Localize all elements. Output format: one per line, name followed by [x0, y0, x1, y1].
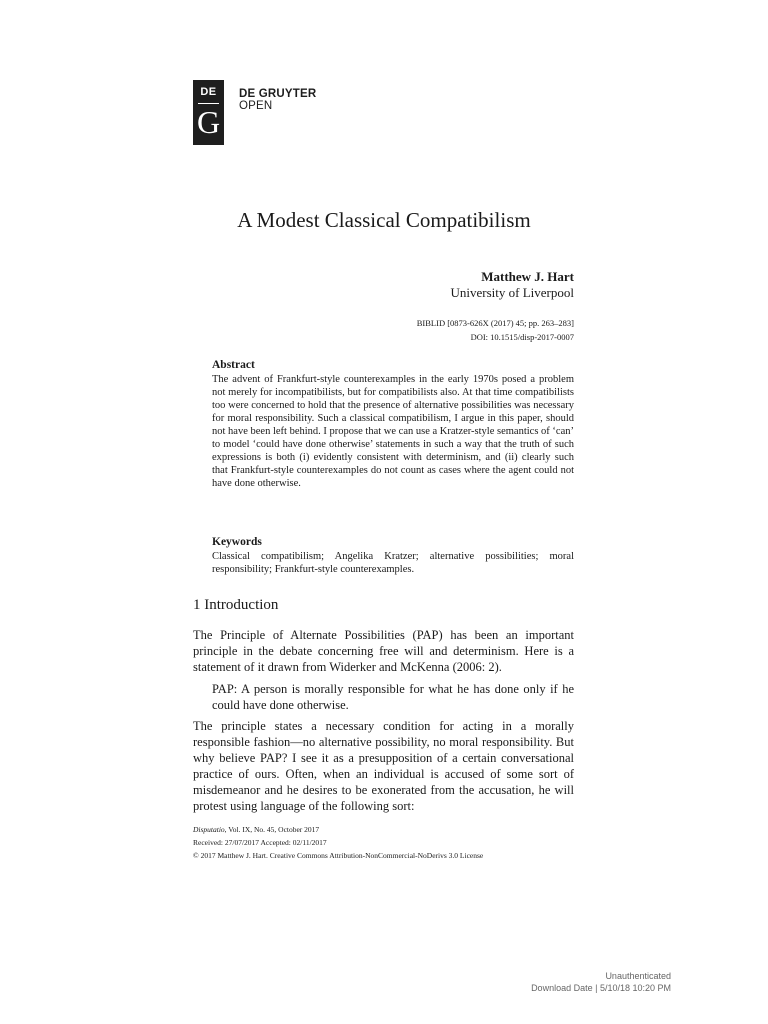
- keywords-text: Classical compatibilism; Angelika Kratzer; alternative possibilities; moral responsibility; Frankfurt-style counterexamples.: [212, 551, 574, 575]
- logo-g-text: G: [196, 104, 221, 140]
- logo-de-text: DE: [200, 86, 217, 98]
- auth-status: Unauthenticated: [605, 971, 671, 981]
- pap-quote: PAP: A person is morally responsible for what he has done only if he could have done otherwise.: [212, 682, 574, 712]
- journal-info: [193, 825, 319, 834]
- doi: DOI: 10.1515/disp-2017-0007: [470, 332, 574, 342]
- paper-title: A Modest Classical Compatibilism: [237, 208, 531, 232]
- received-dates: Received: 27/07/2017 Accepted: 02/11/2017: [193, 838, 327, 847]
- publisher-name: DE GRUYTER: [239, 88, 317, 100]
- intro-paragraph-2: The principle states a necessary condition for acting in a morally responsible fashion—no alternative possibility, no moral responsibility. But why believe PAP? I see it as a presupposition of a certain conversational practice of ours. Often, when an individual is accused of some sort of misdemeanor and he desires to be exonerated from the accusation, he will protest using language of the following sort:: [193, 719, 574, 813]
- publisher-logo: [193, 80, 224, 145]
- section-heading: 1 Introduction: [193, 597, 279, 613]
- download-date: Download Date | 5/10/18 10:20 PM: [531, 983, 671, 993]
- journal-issue: , Vol. IX, No. 45, October 2017: [224, 825, 320, 834]
- intro-paragraph-1: The Principle of Alternate Possibilities (PAP) has been an important principle in the debate concerning free will and determinism. Here is a statement of it drawn from Widerker and McKenna (2006: 2).: [193, 628, 574, 674]
- abstract-heading: Abstract: [212, 359, 255, 371]
- author-name: Matthew J. Hart: [481, 269, 574, 284]
- journal-name: Disputatio: [193, 825, 225, 834]
- license-line: © 2017 Matthew J. Hart. Creative Commons Attribution-NonCommercial-NoDerivs 3.0 License: [193, 851, 484, 860]
- biblid: BIBLID [0873-626X (2017) 45; pp. 263–283]: [416, 318, 574, 328]
- keywords-heading: Keywords: [212, 536, 262, 548]
- publisher-imprint: OPEN: [239, 100, 273, 112]
- abstract-text: The advent of Frankfurt-style counterexamples in the early 1970s posed a problem not merely for incompatibilists, but for compatibilists also. At that time compatibilists too were concerned to hold that the presence of alternative possibilities was necessary for moral responsibility. Such a classical compatibilism, I argue in this paper, should not have been left behind. I propose that we can use a Kratzer-style semantics of ‘can’ to model ‘could have done otherwise’ statements in such a way that the truth of such expressions is both (i) evidently consistent with determinism, and (ii) clearly such that Frankfurt-style counterexamples do not count as cases where the agent could not have done otherwise.: [212, 374, 574, 489]
- author-affiliation: University of Liverpool: [450, 285, 574, 300]
